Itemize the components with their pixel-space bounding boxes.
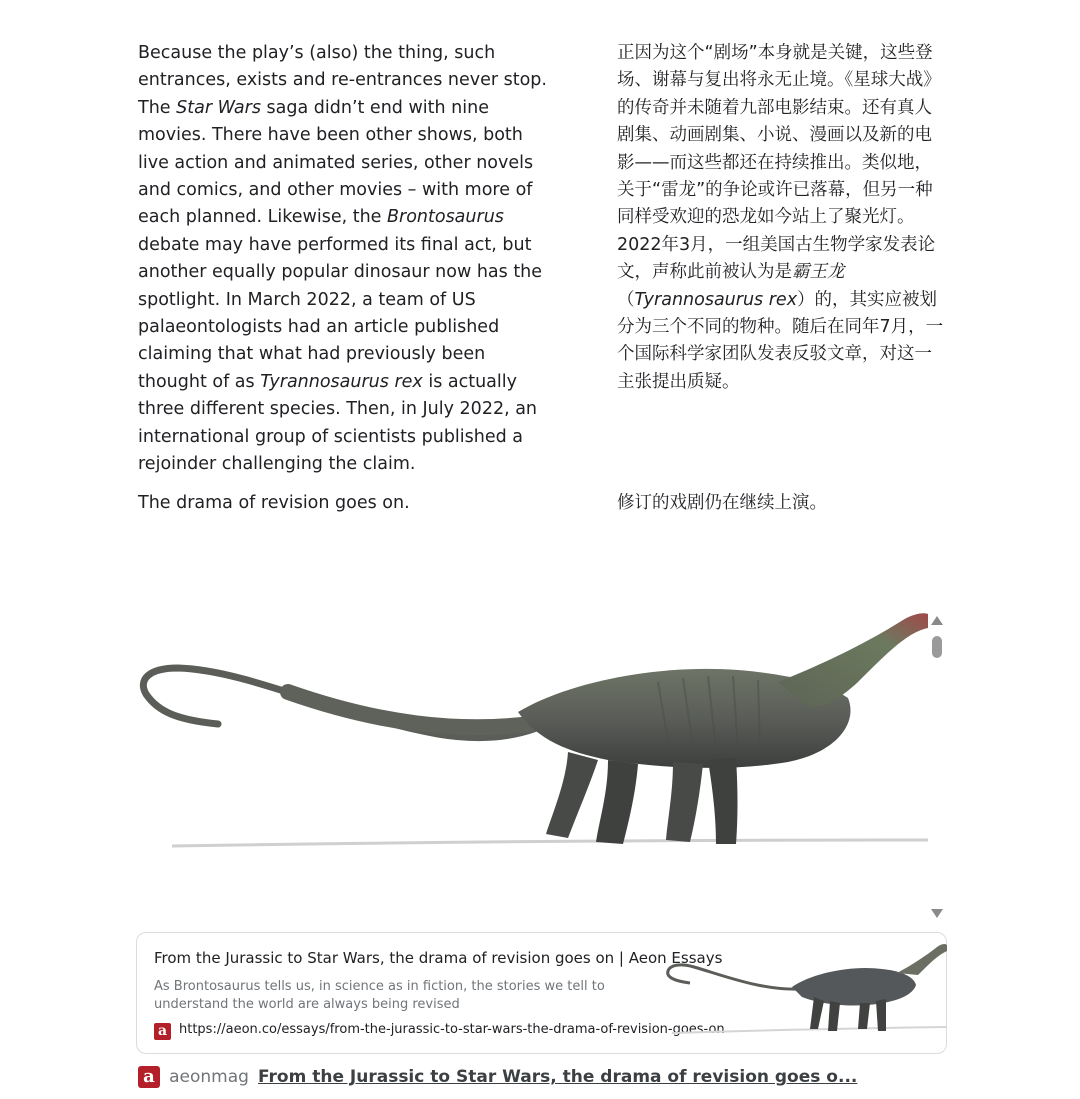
scroll-up-arrow-icon[interactable] <box>931 616 943 625</box>
english-text: Because the play’s (also) the thing, such entrances, exists and re-entrances never stop. The <box>138 43 547 118</box>
english-closing-line: The drama of revision goes on. <box>138 493 410 513</box>
link-card-url-row[interactable] <box>154 1021 725 1039</box>
english-paragraph <box>138 40 558 479</box>
chinese-text: （ <box>617 289 635 310</box>
source-article-link[interactable]: From the Jurassic to Star Wars, the drama of revision goes o... <box>258 1067 858 1087</box>
link-card-title[interactable]: From the Jurassic to Star Wars, the drama of revision goes on | Aeon Essays <box>154 949 723 967</box>
english-text: saga didn’t end with nine movies. There have been other shows, both live action and animated series, other novels and comics, and other movies – with more of each planned. Likewise, the <box>138 97 534 228</box>
image-scrollbar[interactable] <box>928 612 946 922</box>
link-card-url[interactable]: https://aeon.co/essays/from-the-jurassic-to-star-wars-the-drama-of-revision-goes-on <box>179 1022 725 1037</box>
source-site-name[interactable]: aeonmag <box>169 1067 249 1087</box>
scroll-down-arrow-icon[interactable] <box>931 909 943 918</box>
aeon-favicon-icon: a <box>154 1023 171 1040</box>
link-card-description: As Brontosaurus tells us, in science as in fiction, the stories we tell to understand the world are always being revised <box>154 979 605 1012</box>
chinese-text: ）的，其实应被划分为三个不同的物种。随后在同年7月，一个国际科学家团队发表反驳文章，对这一主张提出质疑。 <box>617 289 944 392</box>
english-text: debate may have performed its final act, but another equally popular dinosaur now has the spotlight. In March 2022, a team of US palaeontologists had an article published claiming that what had previously been thought of as <box>138 234 543 392</box>
english-italic-starwars: Star Wars <box>176 97 261 118</box>
chinese-text: 正因为这个“剧场”本身就是关键，这些登场、谢幕与复出将永无止境。《星球大战》的传奇并未随着九部电影结束。还有真人剧集、动画剧集、小说、漫画以及新的电影——而这些都还在持续推出。类似地，关于“雷龙”的争论或许已落幕，但另一种同样受欢迎的恐龙如今站上了聚光灯。2022年3月，一组美国古生物学家发表论文，声称此前被认为是 <box>617 43 941 283</box>
english-italic-brontosaurus: Brontosaurus <box>387 207 504 228</box>
aeon-logo-icon: a <box>138 1066 160 1088</box>
english-text: is actually three different species. Then, in July 2022, an international group of scientists published a rejoinder challenging the claim. <box>138 371 538 475</box>
chinese-closing-line: 修订的戏剧仍在继续上演。 <box>617 493 827 513</box>
chinese-italic-trex: Tyrannosaurus rex <box>634 289 798 310</box>
source-footer <box>138 1066 938 1090</box>
link-card-thumbnail <box>662 941 947 1046</box>
chinese-italic-bawang: 霸王龙 <box>792 262 845 283</box>
link-preview-card[interactable] <box>136 932 947 1054</box>
scrollbar-thumb[interactable] <box>932 636 942 658</box>
english-italic-trex: Tyrannosaurus rex <box>260 371 423 392</box>
chinese-paragraph <box>617 40 947 396</box>
brontosaurus-illustration <box>138 612 928 902</box>
